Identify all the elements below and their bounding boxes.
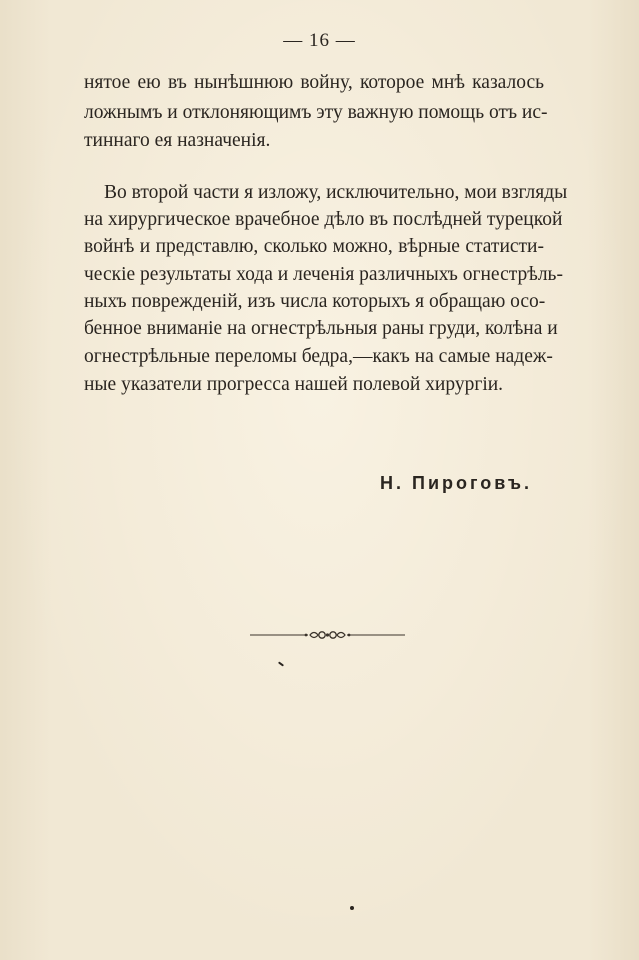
text-line: войнѣ и представлю, сколько можно, вѣрные статисти-: [84, 236, 544, 257]
text-line: ложнымъ и отклоняющимъ эту важную помощь отъ ис-: [84, 102, 548, 123]
page-number: — 16 —: [283, 30, 356, 51]
text-line: ные указатели прогресса нашей полевой хирургіи.: [84, 374, 504, 395]
author-signature: Н. Пироговъ.: [380, 473, 532, 493]
text-line: нятое ею въ нынѣшнюю войну, которое мнѣ казалось: [84, 72, 544, 93]
text-line: ныхъ поврежденій, изъ числа которыхъ я обращаю осо-: [84, 291, 546, 312]
ink-speck: [278, 661, 284, 666]
text-line: ческіе результаты хода и леченія различныхъ огнестрѣль-: [84, 264, 563, 285]
decorative-rule-icon: [250, 626, 405, 644]
text-line: тиннаго ея назначенія.: [84, 130, 271, 151]
text-line: бенное вниманіе на огнестрѣльныя раны груди, колѣна и: [84, 318, 558, 339]
text-line: Во второй части я изложу, исключительно, мои взгляды: [104, 182, 568, 203]
text-line: огнестрѣльные переломы бедра,—какъ на самые надеж-: [84, 346, 553, 367]
text-line: на хирургическое врачебное дѣло въ послѣдней турецкой: [84, 209, 563, 230]
ink-speck: [350, 906, 354, 910]
